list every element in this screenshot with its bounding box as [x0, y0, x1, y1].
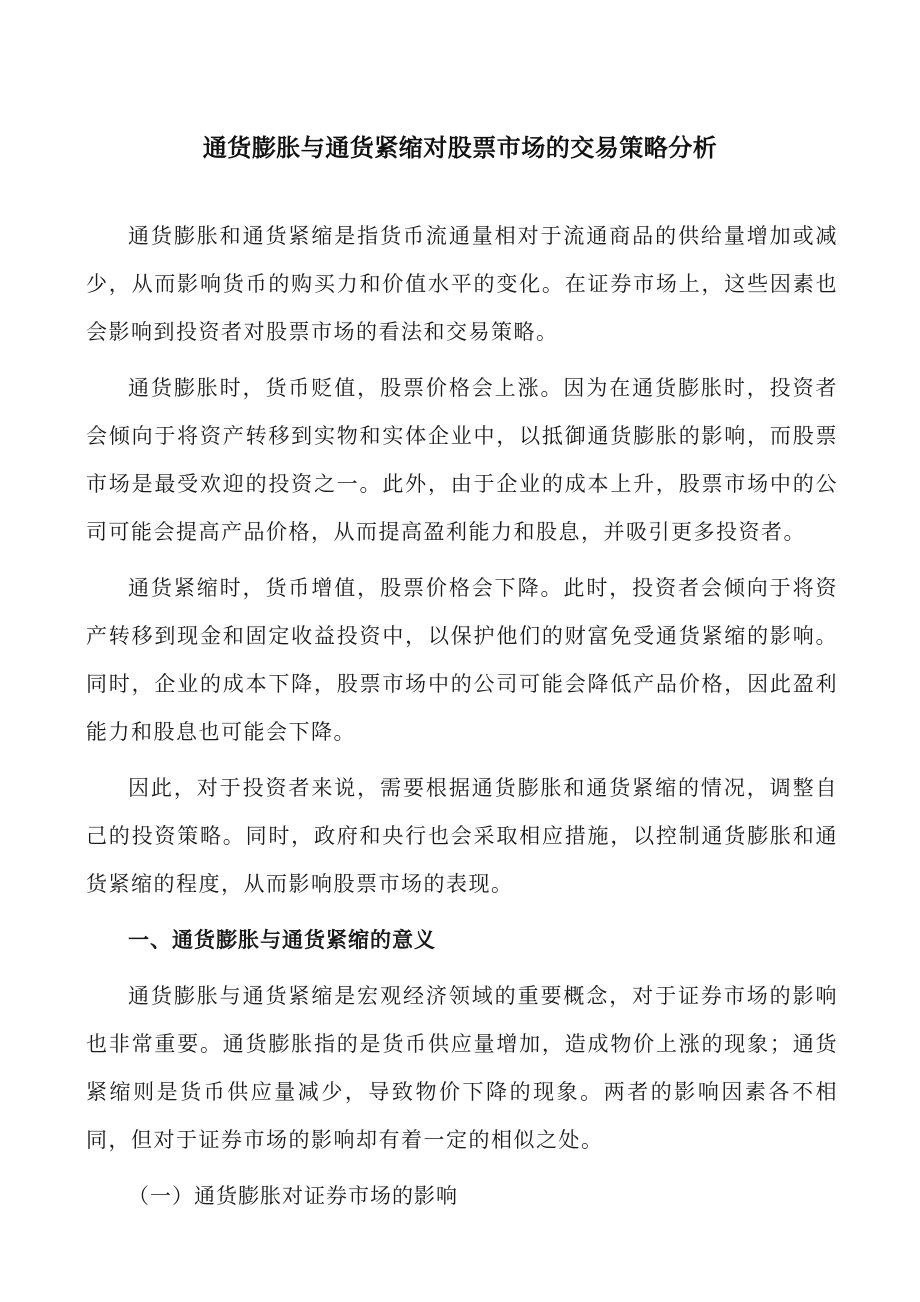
- document-title: 通货膨胀与通货紧缩对股票市场的交易策略分析: [202, 134, 718, 162]
- paragraph-deflation: 通货紧缩时，货币增值，股票价格会下降。此时，投资者会倾向于将资产转移到现金和固定收益投资中，以保护他们的财富免受通货紧缩的影响。同时，企业的成本下降，股票市场中的公司可能会降低产品价格，因此盈利能力和股息也可能会下降。: [86, 576, 838, 744]
- document-body: [86, 212, 838, 1220]
- paragraph-section-1: 通货膨胀与通货紧缩是宏观经济领域的重要概念，对于证券市场的影响也非常重要。通货膨胀指的是货币供应量增加，造成物价上涨的现象；通货紧缩则是货币供应量减少，导致物价下降的现象。两者的影响因素各不相同，但对于证券市场的影响却有着一定的相似之处。: [86, 984, 838, 1152]
- paragraph-conclusion: 因此，对于投资者来说，需要根据通货膨胀和通货紧缩的情况，调整自己的投资策略。同时，政府和央行也会采取相应措施，以控制通货膨胀和通货紧缩的程度，从而影响股票市场的表现。: [86, 776, 838, 896]
- paragraph-intro: 通货膨胀和通货紧缩是指货币流通量相对于流通商品的供给量增加或减少，从而影响货币的购买力和价值水平的变化。在证券市场上，这些因素也会影响到投资者对股票市场的看法和交易策略。: [86, 224, 838, 344]
- paragraph-inflation: 通货膨胀时，货币贬值，股票价格会上涨。因为在通货膨胀时，投资者会倾向于将资产转移到实物和实体企业中，以抵御通货膨胀的影响，而股票市场是最受欢迎的投资之一。此外，由于企业的成本上升，股票市场中的公司可能会提高产品价格，从而提高盈利能力和股息，并吸引更多投资者。: [86, 376, 838, 544]
- section-heading-1: 一、通货膨胀与通货紧缩的意义: [128, 928, 436, 952]
- subsection-heading-1: （一）通货膨胀对证券市场的影响: [128, 1184, 458, 1208]
